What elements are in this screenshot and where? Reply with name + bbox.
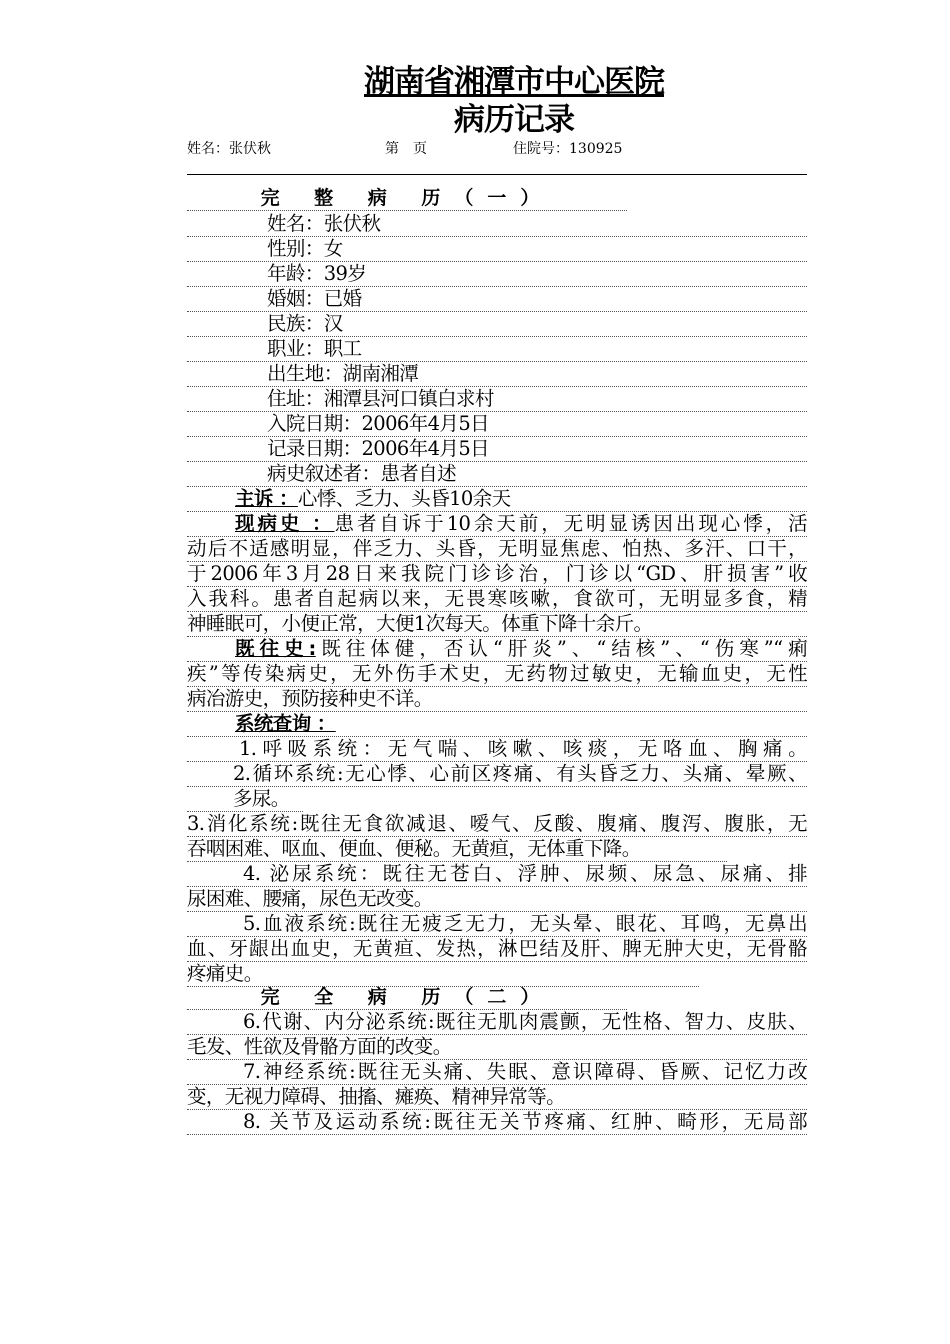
blood-system: 5.血液系统:既往无疲乏无力，无头晕、眼花、耳鸣，无鼻出: [187, 911, 807, 937]
nervous-system: 变，无视力障碍、抽搐、瘫痪、精神异常等。: [187, 1084, 807, 1110]
patient-gender: 性别：女: [187, 236, 807, 262]
blood-system: 血、牙龈出血史，无黄疸、发热，淋巴结及肝、脾无肿大史，无骨骼: [187, 937, 807, 960]
chief-complaint-text: 心悸、乏力、头昏10余天: [297, 487, 511, 510]
system-review-label: 系统查询 ：: [235, 712, 336, 735]
urinary-system: 4. 泌尿系统：既往无苍白、浮肿、尿频、尿急、尿痛、排: [187, 861, 807, 887]
circulatory-system: 多尿。: [187, 786, 303, 812]
past-history-line: 疾”等传染病史，无外伤手术史，无药物过敏史，无输血史，无性: [187, 662, 807, 685]
hospital-name: 湖南省湘潭市中心医院: [364, 64, 664, 100]
past-history-line: 病冶游史，预防接种史不详。: [187, 686, 807, 712]
record-date: 记录日期：2006年4月5日: [187, 436, 807, 462]
document-subtitle: 病历记录: [454, 102, 574, 138]
header-divider: [187, 174, 807, 175]
patient-address: 住址：湘潭县河口镇白求村: [187, 386, 807, 412]
present-illness-line: 动后不适感明显，伴乏力、头昏，无明显焦虑、怕热、多汗、口干，: [187, 537, 807, 560]
present-illness-line: [187, 511, 807, 537]
past-history-text: 既往体健，否认“肝炎”、“结核”、“伤寒”“痢: [315, 637, 807, 660]
history-narrator: 病史叙述者：患者自述: [187, 461, 807, 487]
admission-date: 入院日期：2006年4月5日: [187, 411, 807, 437]
header-admission-number: 住院号：130925: [513, 141, 623, 157]
respiratory-system: 1.呼吸系统：无气喘、咳嗽、咳痰，无咯血、胸痛。: [187, 736, 807, 762]
digestive-system: 吞咽困难、呕血、便血、便秘。无黄疸，无体重下降。: [187, 836, 727, 862]
patient-age: 年龄：39岁: [187, 261, 807, 287]
patient-birthplace: 出生地：湖南湘潭: [187, 361, 807, 387]
past-history-line: [187, 636, 807, 662]
nervous-system: 7.神经系统:既往无头痛、失眠、意识障碍、昏厥、记忆力改: [187, 1059, 807, 1085]
section-title-1: 完 整 病 历（一）: [187, 186, 627, 211]
patient-marital: 婚姻：已婚: [187, 286, 807, 312]
digestive-system: 3.消化系统:既往无食欲减退、嗳气、反酸、腹痛、腹泻、腹胀，无: [187, 812, 807, 835]
present-illness-text: 患者自诉于10余天前，无明显诱因出现心悸，活: [334, 512, 807, 535]
chief-complaint-label: 主诉 ：: [235, 487, 298, 510]
metabolic-system: 毛发、性欲及骨骼方面的改变。: [187, 1034, 807, 1060]
patient-occupation: 职业：职工: [187, 336, 807, 362]
header-patient-name: 姓名：张伏秋: [187, 141, 271, 157]
header-page-number: 第 页: [385, 141, 427, 157]
metabolic-system: 6.代谢、内分泌系统:既往无肌肉震颤，无性格、智力、皮肤、: [187, 1009, 807, 1035]
present-illness-label: 现病史 ：: [235, 512, 335, 535]
system-review-heading: [187, 711, 807, 737]
joint-system: 8. 关节及运动系统:既往无关节疼痛、红肿、畸形，无局部: [187, 1109, 807, 1135]
patient-ethnicity: 民族：汉: [187, 311, 807, 337]
present-illness-line: 神睡眠可，小便正常，大便1次每天。体重下降十余斤。: [187, 611, 807, 637]
patient-name: 姓名：张伏秋: [187, 211, 807, 237]
circulatory-system: 2.循环系统:无心悸、心前区疼痛、有头昏乏力、头痛、晕厥、: [187, 761, 807, 787]
past-history-label: 既往史:: [235, 637, 316, 660]
present-illness-line: 于2006年3月28日来我院门诊诊治，门诊以“GD、肝损害”收: [187, 562, 807, 585]
chief-complaint: [187, 486, 807, 512]
blood-system: 疼痛史。: [187, 961, 699, 987]
section-title-2: 完 全 病 历（二）: [187, 985, 627, 1010]
present-illness-line: 入我科。患者自起病以来，无畏寒咳嗽，食欲可，无明显多食，精: [187, 587, 807, 610]
urinary-system: 尿困难、腰痛，尿色无改变。: [187, 886, 807, 912]
